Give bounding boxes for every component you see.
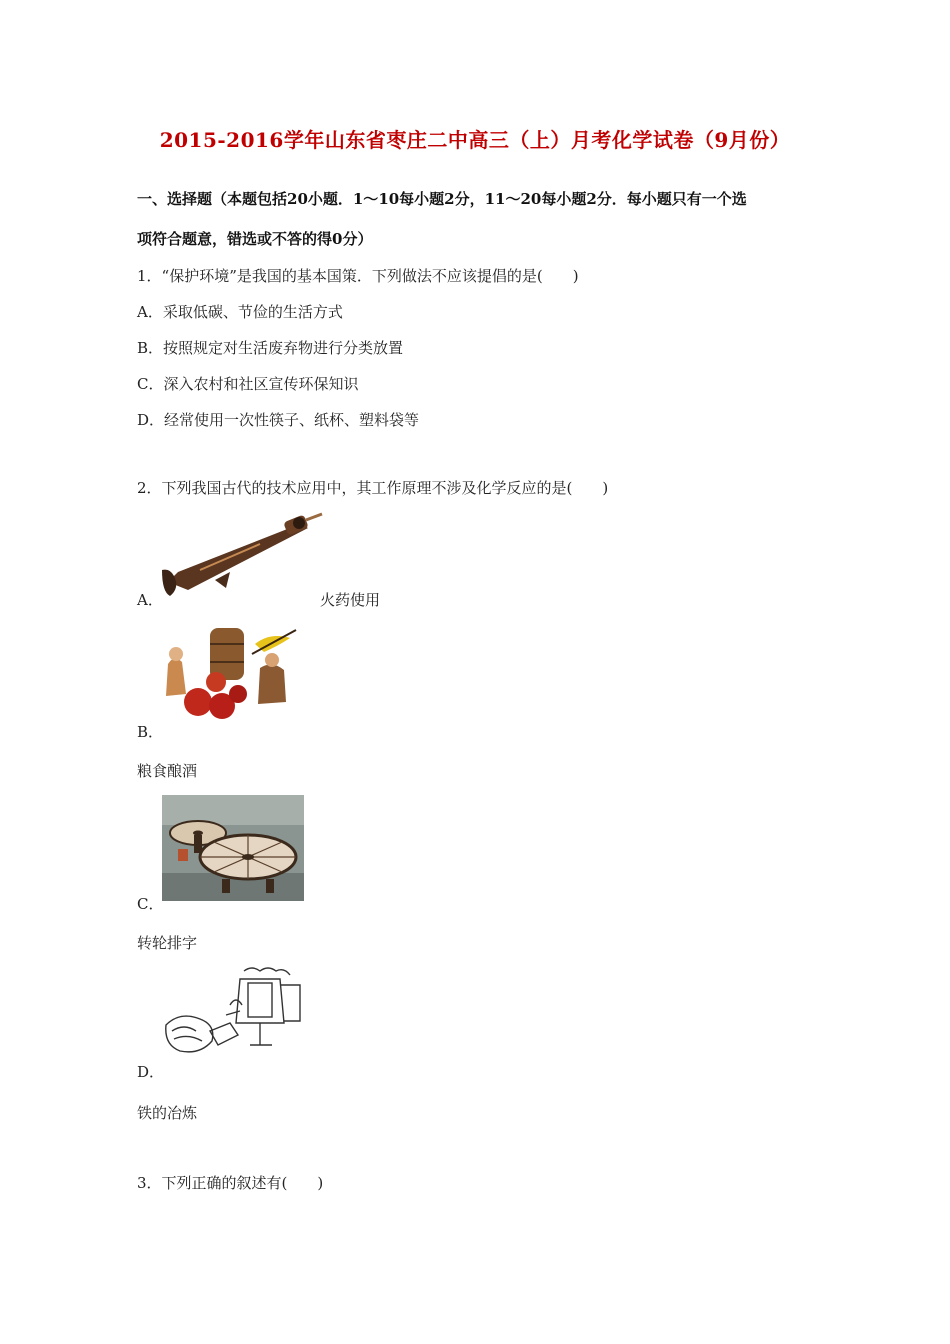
section-heading-line2: 项符合题意，错选或不答的得0分） xyxy=(137,230,373,248)
iron-smelting-image xyxy=(160,965,305,1065)
q2-option-d-letter: D． xyxy=(137,1063,165,1081)
q1-option-a: A．采取低碳、节俭的生活方式 xyxy=(137,303,343,321)
q2-option-b-label: 粮食酿酒 xyxy=(137,762,198,780)
q2-option-c-label: 转轮排字 xyxy=(137,934,198,952)
q2-option-b-letter: B． xyxy=(137,723,164,741)
q2-option-d-label: 铁的冶炼 xyxy=(137,1104,198,1122)
q2-option-a-letter: A． xyxy=(137,591,163,609)
q1-option-d: D．经常使用一次性筷子、纸杯、塑料袋等 xyxy=(137,411,420,429)
q1-option-c: C．深入农村和社区宣传环保知识 xyxy=(137,375,359,393)
q1-stem: 1．“保护环境”是我国的基本国策．下列做法不应该提倡的是( ) xyxy=(137,267,579,285)
gunpowder-weapon-image xyxy=(160,510,325,605)
section-heading-line1: 一、选择题（本题包括20小题．1～10每小题2分，11～20每小题2分．每小题只有一个选 xyxy=(137,190,747,208)
q3-stem: 3．下列正确的叙述有( ) xyxy=(137,1174,324,1192)
rotating-type-wheel-image xyxy=(162,795,304,901)
q2-option-a-label: 火药使用 xyxy=(320,591,381,609)
q2-stem: 2．下列我国古代的技术应用中，其工作原理不涉及化学反应的是( ) xyxy=(137,479,609,497)
brewing-scene-image xyxy=(160,624,300,724)
q2-option-c-letter: C． xyxy=(137,895,164,913)
q1-option-b: B．按照规定对生活废弃物进行分类放置 xyxy=(137,339,404,357)
exam-title: 2015-2016学年山东省枣庄二中高三（上）月考化学试卷（9月份） xyxy=(159,128,791,152)
